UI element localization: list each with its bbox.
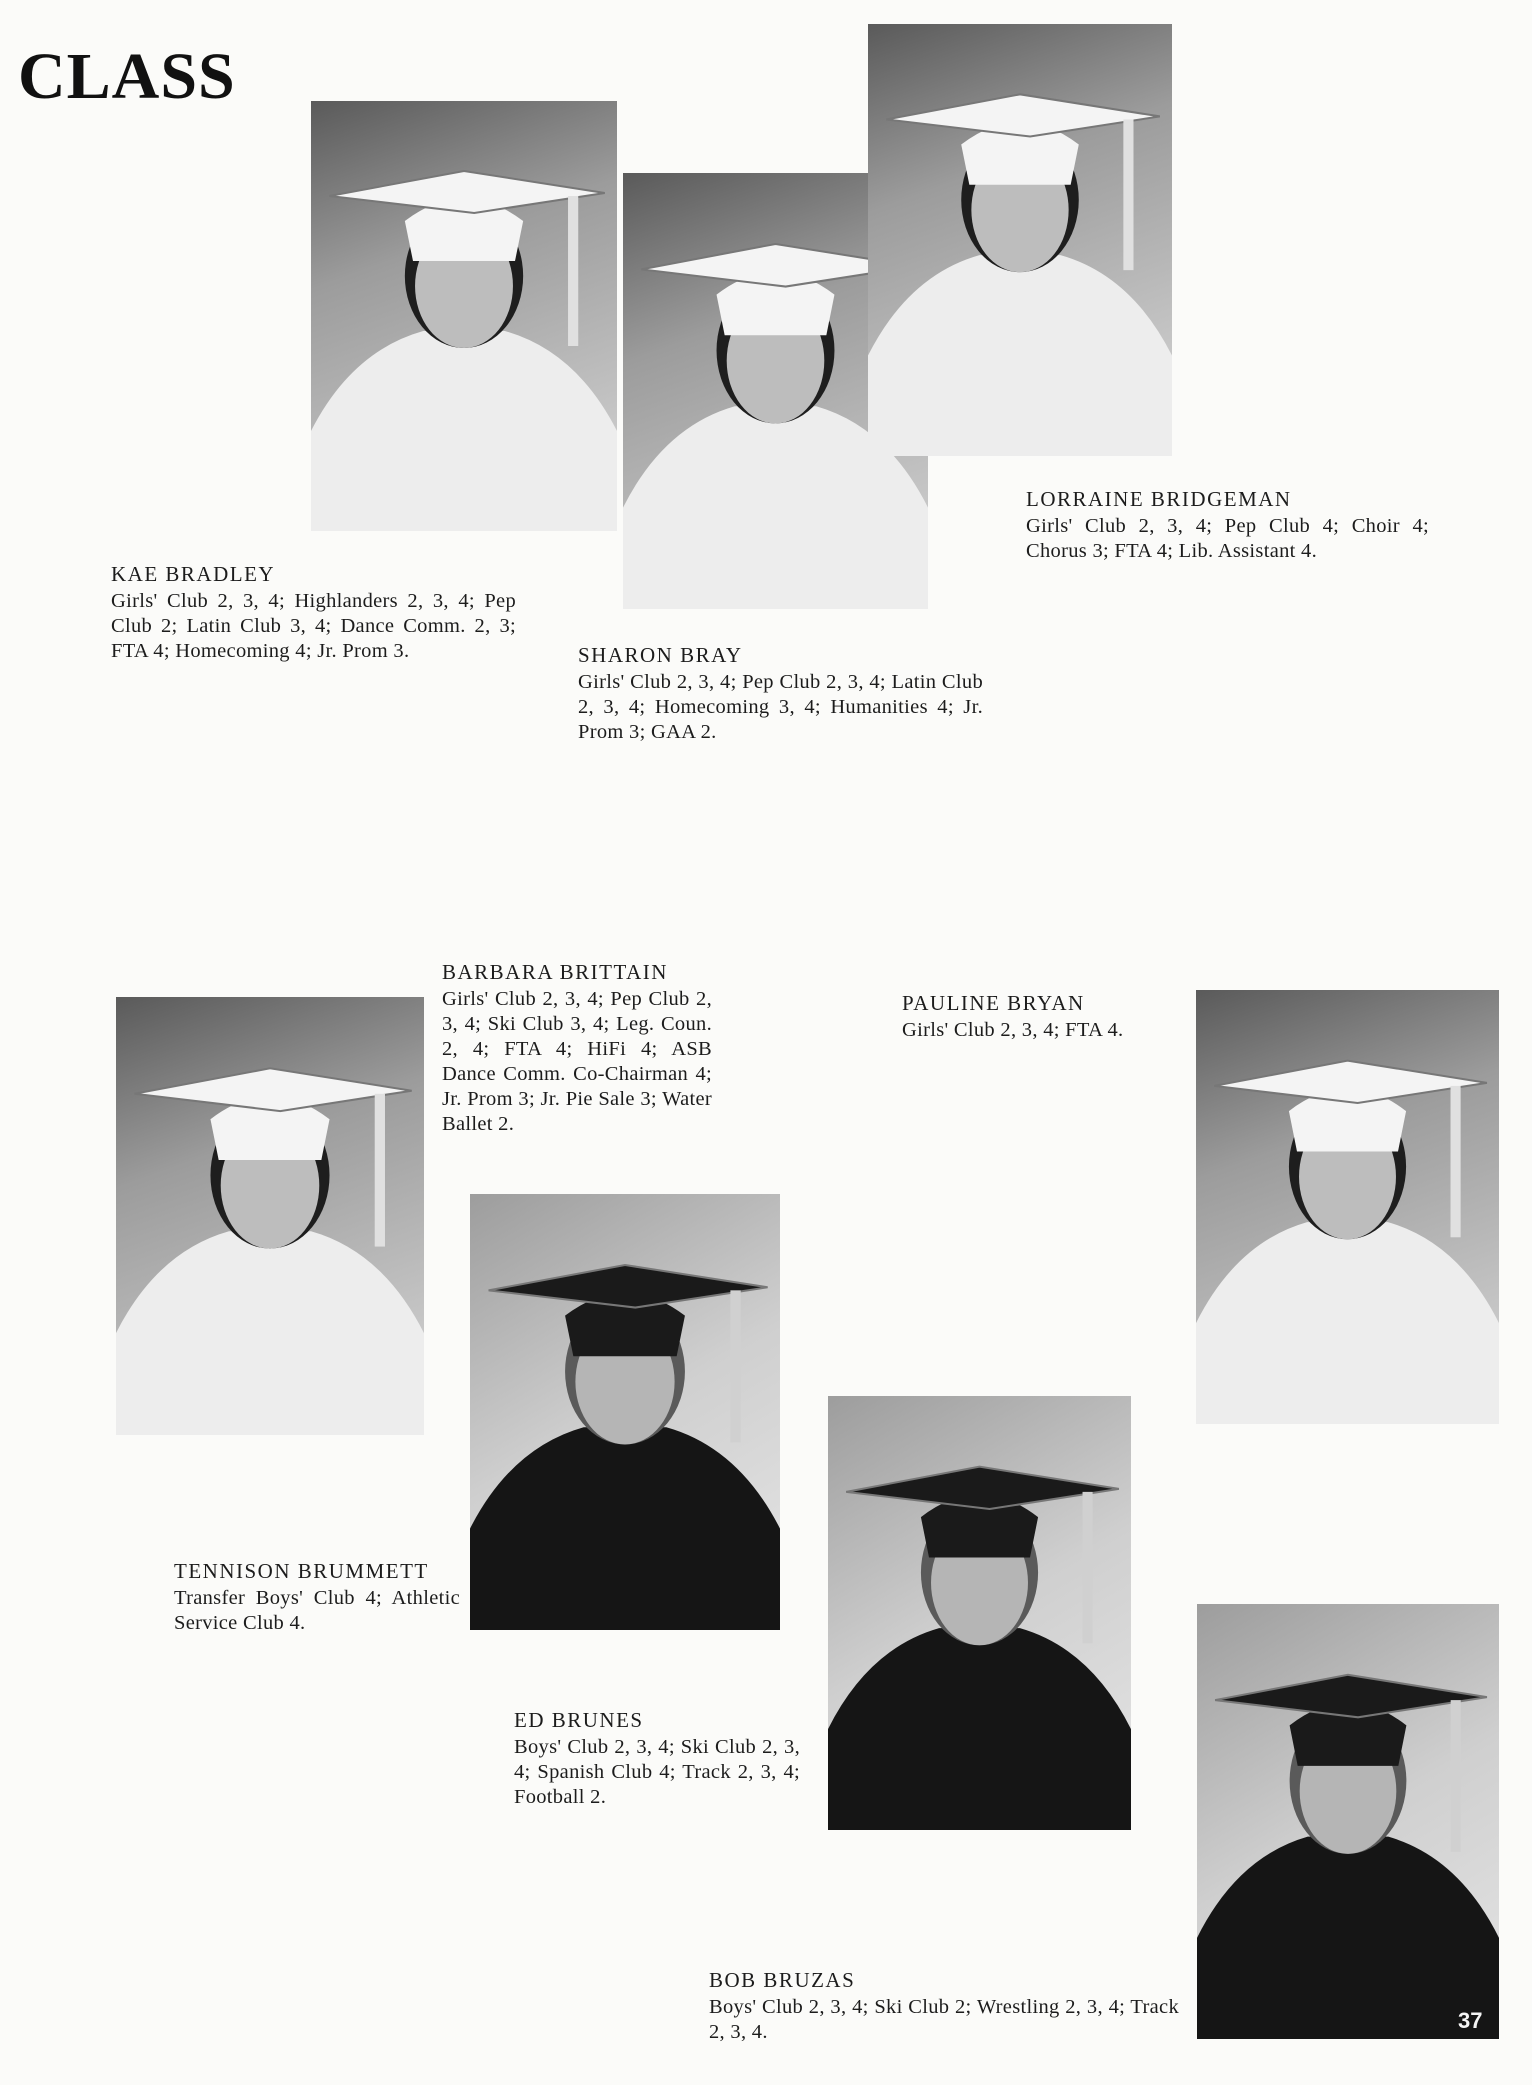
tassel <box>568 196 578 346</box>
mortarboard <box>1215 1675 1487 1717</box>
graduate-silhouette <box>828 1396 1131 1830</box>
tassel <box>1451 1086 1461 1237</box>
tassel <box>1123 119 1133 270</box>
student-activities: Girls' Club 2, 3, 4; FTA 4. <box>902 1019 1124 1041</box>
mortarboard <box>1214 1061 1487 1103</box>
student-name: BOB BRUZAS <box>709 1968 856 1992</box>
caption-sharon-bray <box>578 643 983 745</box>
student-activities: Girls' Club 2, 3, 4; Highlanders 2, 3, 4; Pep Club 2; Latin Club 3, 4; Dance Comm. 2, 3; FTA 4; Homecoming 4; Jr. Prom 3. <box>111 590 516 662</box>
page-number: 37 <box>1458 2008 1483 2033</box>
graduate-silhouette <box>868 24 1172 456</box>
student-activities: Transfer Boys' Club 4; Athletic Service Club 4. <box>174 1587 460 1634</box>
caption-ed-brunes <box>514 1708 800 1810</box>
caption-pauline-bryan <box>902 991 1170 1043</box>
portrait-photo-kae-bradley <box>311 101 617 531</box>
gown-shape <box>470 1427 780 1630</box>
gown-shape <box>868 255 1172 456</box>
portrait-photo-bob-bruzas <box>1197 1604 1499 2039</box>
student-activities: Boys' Club 2, 3, 4; Ski Club 2, 3, 4; Spanish Club 4; Track 2, 3, 4; Football 2. <box>514 1736 800 1808</box>
gown-shape <box>116 1231 424 1435</box>
student-name: SHARON BRAY <box>578 643 743 667</box>
student-activities: Girls' Club 2, 3, 4; Pep Club 4; Choir 4; Chorus 3; FTA 4; Lib. Assistant 4. <box>1026 515 1429 562</box>
tassel <box>375 1094 385 1247</box>
page-heading: CLASS <box>18 40 236 113</box>
graduate-silhouette <box>1197 1604 1499 2039</box>
caption-kae-bradley <box>111 562 516 664</box>
student-name: ED BRUNES <box>514 1708 644 1732</box>
portrait-photo-tennison-brummett <box>470 1194 780 1630</box>
student-name: PAULINE BRYAN <box>902 991 1085 1015</box>
gown-shape <box>311 331 617 531</box>
tassel <box>1083 1492 1093 1643</box>
portrait-photo-pauline-bryan <box>1196 990 1499 1424</box>
student-name: BARBARA BRITTAIN <box>442 960 668 984</box>
tassel <box>1451 1700 1461 1852</box>
graduate-silhouette <box>1196 990 1499 1424</box>
mortarboard <box>489 1265 768 1308</box>
graduate-silhouette <box>470 1194 780 1630</box>
caption-lorraine-bridgeman <box>1026 487 1429 564</box>
student-activities: Girls' Club 2, 3, 4; Pep Club 2, 3, 4; Ski Club 3, 4; Leg. Coun. 2, 4; FTA 4; HiFi 4; ASB Dance Comm. Co-Chairman 4; Jr. Prom 3; Jr. Pie Sale 3; Water Ballet 2. <box>442 988 712 1135</box>
student-name: LORRAINE BRIDGEMAN <box>1026 487 1292 511</box>
caption-barbara-brittain <box>442 960 712 1137</box>
graduate-silhouette <box>311 101 617 531</box>
caption-tennison-brummett <box>174 1559 460 1636</box>
mortarboard <box>846 1467 1119 1509</box>
portrait-photo-barbara-brittain <box>116 997 424 1435</box>
student-activities: Boys' Club 2, 3, 4; Ski Club 2; Wrestling 2, 3, 4; Track 2, 3, 4. <box>709 1996 1179 2043</box>
mortarboard <box>134 1068 411 1111</box>
caption-bob-bruzas <box>709 1968 1179 2045</box>
gown-shape <box>1196 1222 1499 1424</box>
gown-shape <box>828 1628 1131 1830</box>
student-activities: Girls' Club 2, 3, 4; Pep Club 2, 3, 4; Latin Club 2, 3, 4; Homecoming 3, 4; Humanities 4; Jr. Prom 3; GAA 2. <box>578 671 983 743</box>
graduate-silhouette <box>116 997 424 1435</box>
student-name: TENNISON BRUMMETT <box>174 1559 429 1583</box>
mortarboard <box>329 171 604 213</box>
mortarboard <box>886 94 1160 136</box>
tassel <box>730 1290 740 1442</box>
portrait-photo-ed-brunes <box>828 1396 1131 1830</box>
gown-shape <box>1197 1837 1499 2039</box>
portrait-photo-lorraine-bridgeman <box>868 24 1172 456</box>
student-name: KAE BRADLEY <box>111 562 276 586</box>
